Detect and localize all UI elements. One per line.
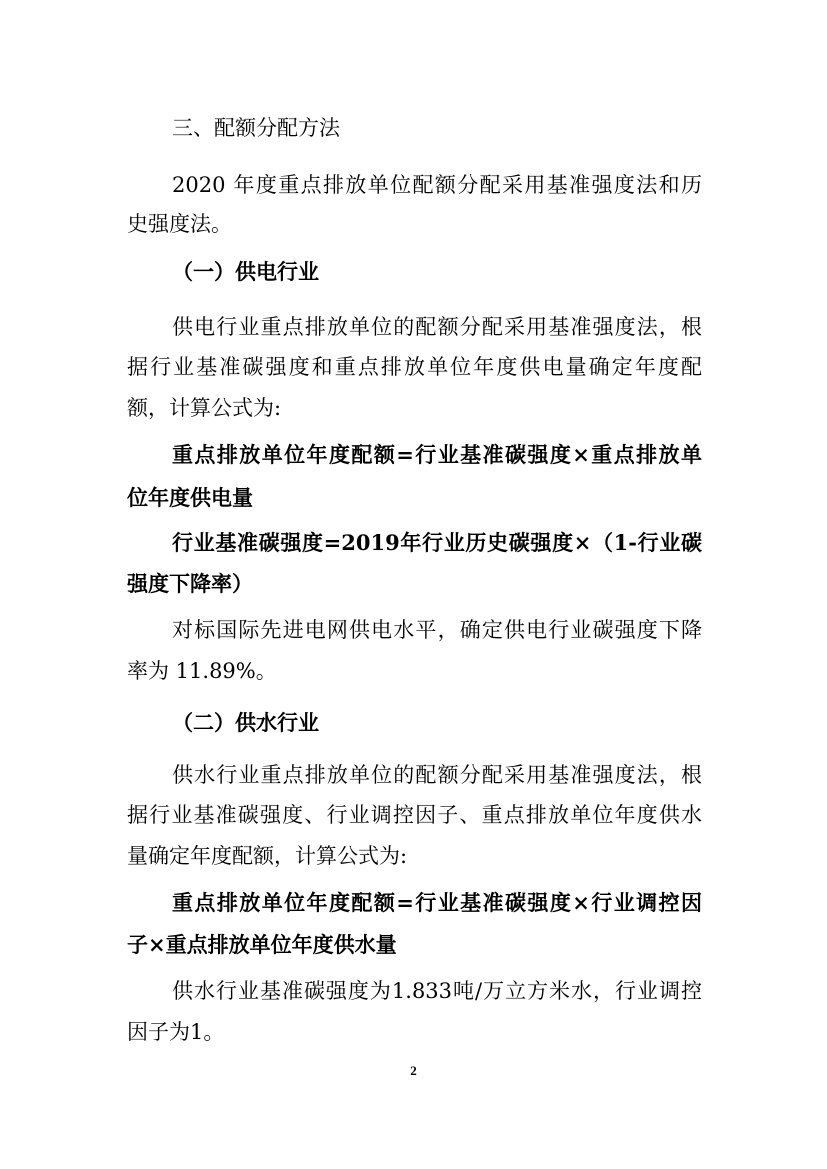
power-formula-2-line-2: 强度下降率）: [127, 571, 253, 596]
water-formula-line-1: 重点排放单位年度配额=行业基准碳强度×行业调控因: [172, 890, 702, 915]
power-para-line-1: 供电行业重点排放单位的配额分配采用基准强度法，根: [172, 315, 702, 339]
page-number: 2: [410, 1063, 417, 1078]
power-formula-1-line-1: 重点排放单位年度配额=行业基准碳强度×重点排放单: [172, 442, 702, 467]
water-para-line-3: 量确定年度配额，计算公式为:: [127, 844, 408, 868]
power-formula-1-line-2: 位年度供电量: [127, 485, 253, 510]
power-para-line-2: 据行业基准碳强度和重点排放单位年度供电量确定年度配: [127, 355, 702, 379]
power-para-line-3: 额，计算公式为:: [127, 396, 282, 420]
power-para2-line-2: 率为 11.89%。: [127, 659, 277, 683]
power-formula-2-line-1: 行业基准碳强度=2019年行业历史碳强度×（1-行业碳: [172, 530, 702, 555]
water-para2-line-2: 因子为1。: [127, 1020, 225, 1044]
subsection-heading-water: （二）供水行业: [172, 710, 319, 735]
water-para2-line-1: 供水行业基准碳强度为1.833吨/万立方米水，行业调控: [172, 979, 702, 1003]
water-para-line-1: 供水行业重点排放单位的配额分配采用基准强度法，根: [172, 763, 702, 787]
subsection-heading-power: （一）供电行业: [172, 259, 319, 284]
intro-line-1: 2020 年度重点排放单位配额分配采用基准强度法和历: [172, 173, 702, 197]
section-title: 三、配额分配方法: [172, 116, 340, 140]
water-para-line-2: 据行业基准碳强度、行业调控因子、重点排放单位年度供水: [127, 803, 702, 827]
intro-line-2: 史强度法。: [127, 212, 232, 236]
water-formula-line-2: 子×重点排放单位年度供水量: [127, 932, 397, 957]
power-para2-line-1: 对标国际先进电网供电水平，确定供电行业碳强度下降: [172, 618, 702, 642]
